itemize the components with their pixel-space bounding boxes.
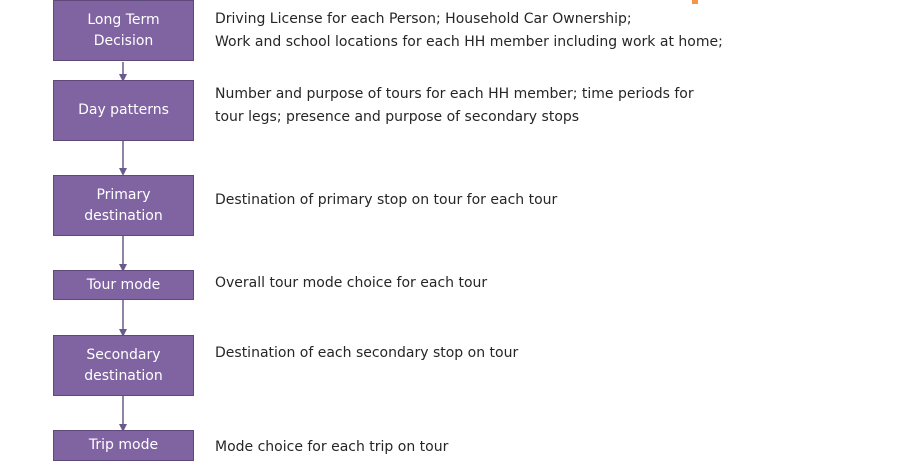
step-description-long-term-decision: Driving License for each Person; Household Car Ownership; Work and school locations for each HH member including work at home; [215,11,723,50]
step-description-tour-mode: Overall tour mode choice for each tour [215,275,488,291]
step-box-trip-mode: Trip mode [53,430,194,461]
step-description-day-patterns: Number and purpose of tours for each HH member; time periods for tour legs; presence and purpose of secondary stops [215,86,694,125]
step-description-secondary-destination: Destination of each secondary stop on tour [215,345,519,361]
step-box-tour-mode: Tour mode [53,270,194,300]
step-box-long-term-decision: Long Term Decision [53,0,194,61]
step-description-trip-mode: Mode choice for each trip on tour [215,439,449,455]
step-box-secondary-destination: Secondary destination [53,335,194,396]
step-description-primary-destination: Destination of primary stop on tour for each tour [215,192,558,208]
step-box-day-patterns: Day patterns [53,80,194,141]
step-box-primary-destination: Primary destination [53,175,194,236]
